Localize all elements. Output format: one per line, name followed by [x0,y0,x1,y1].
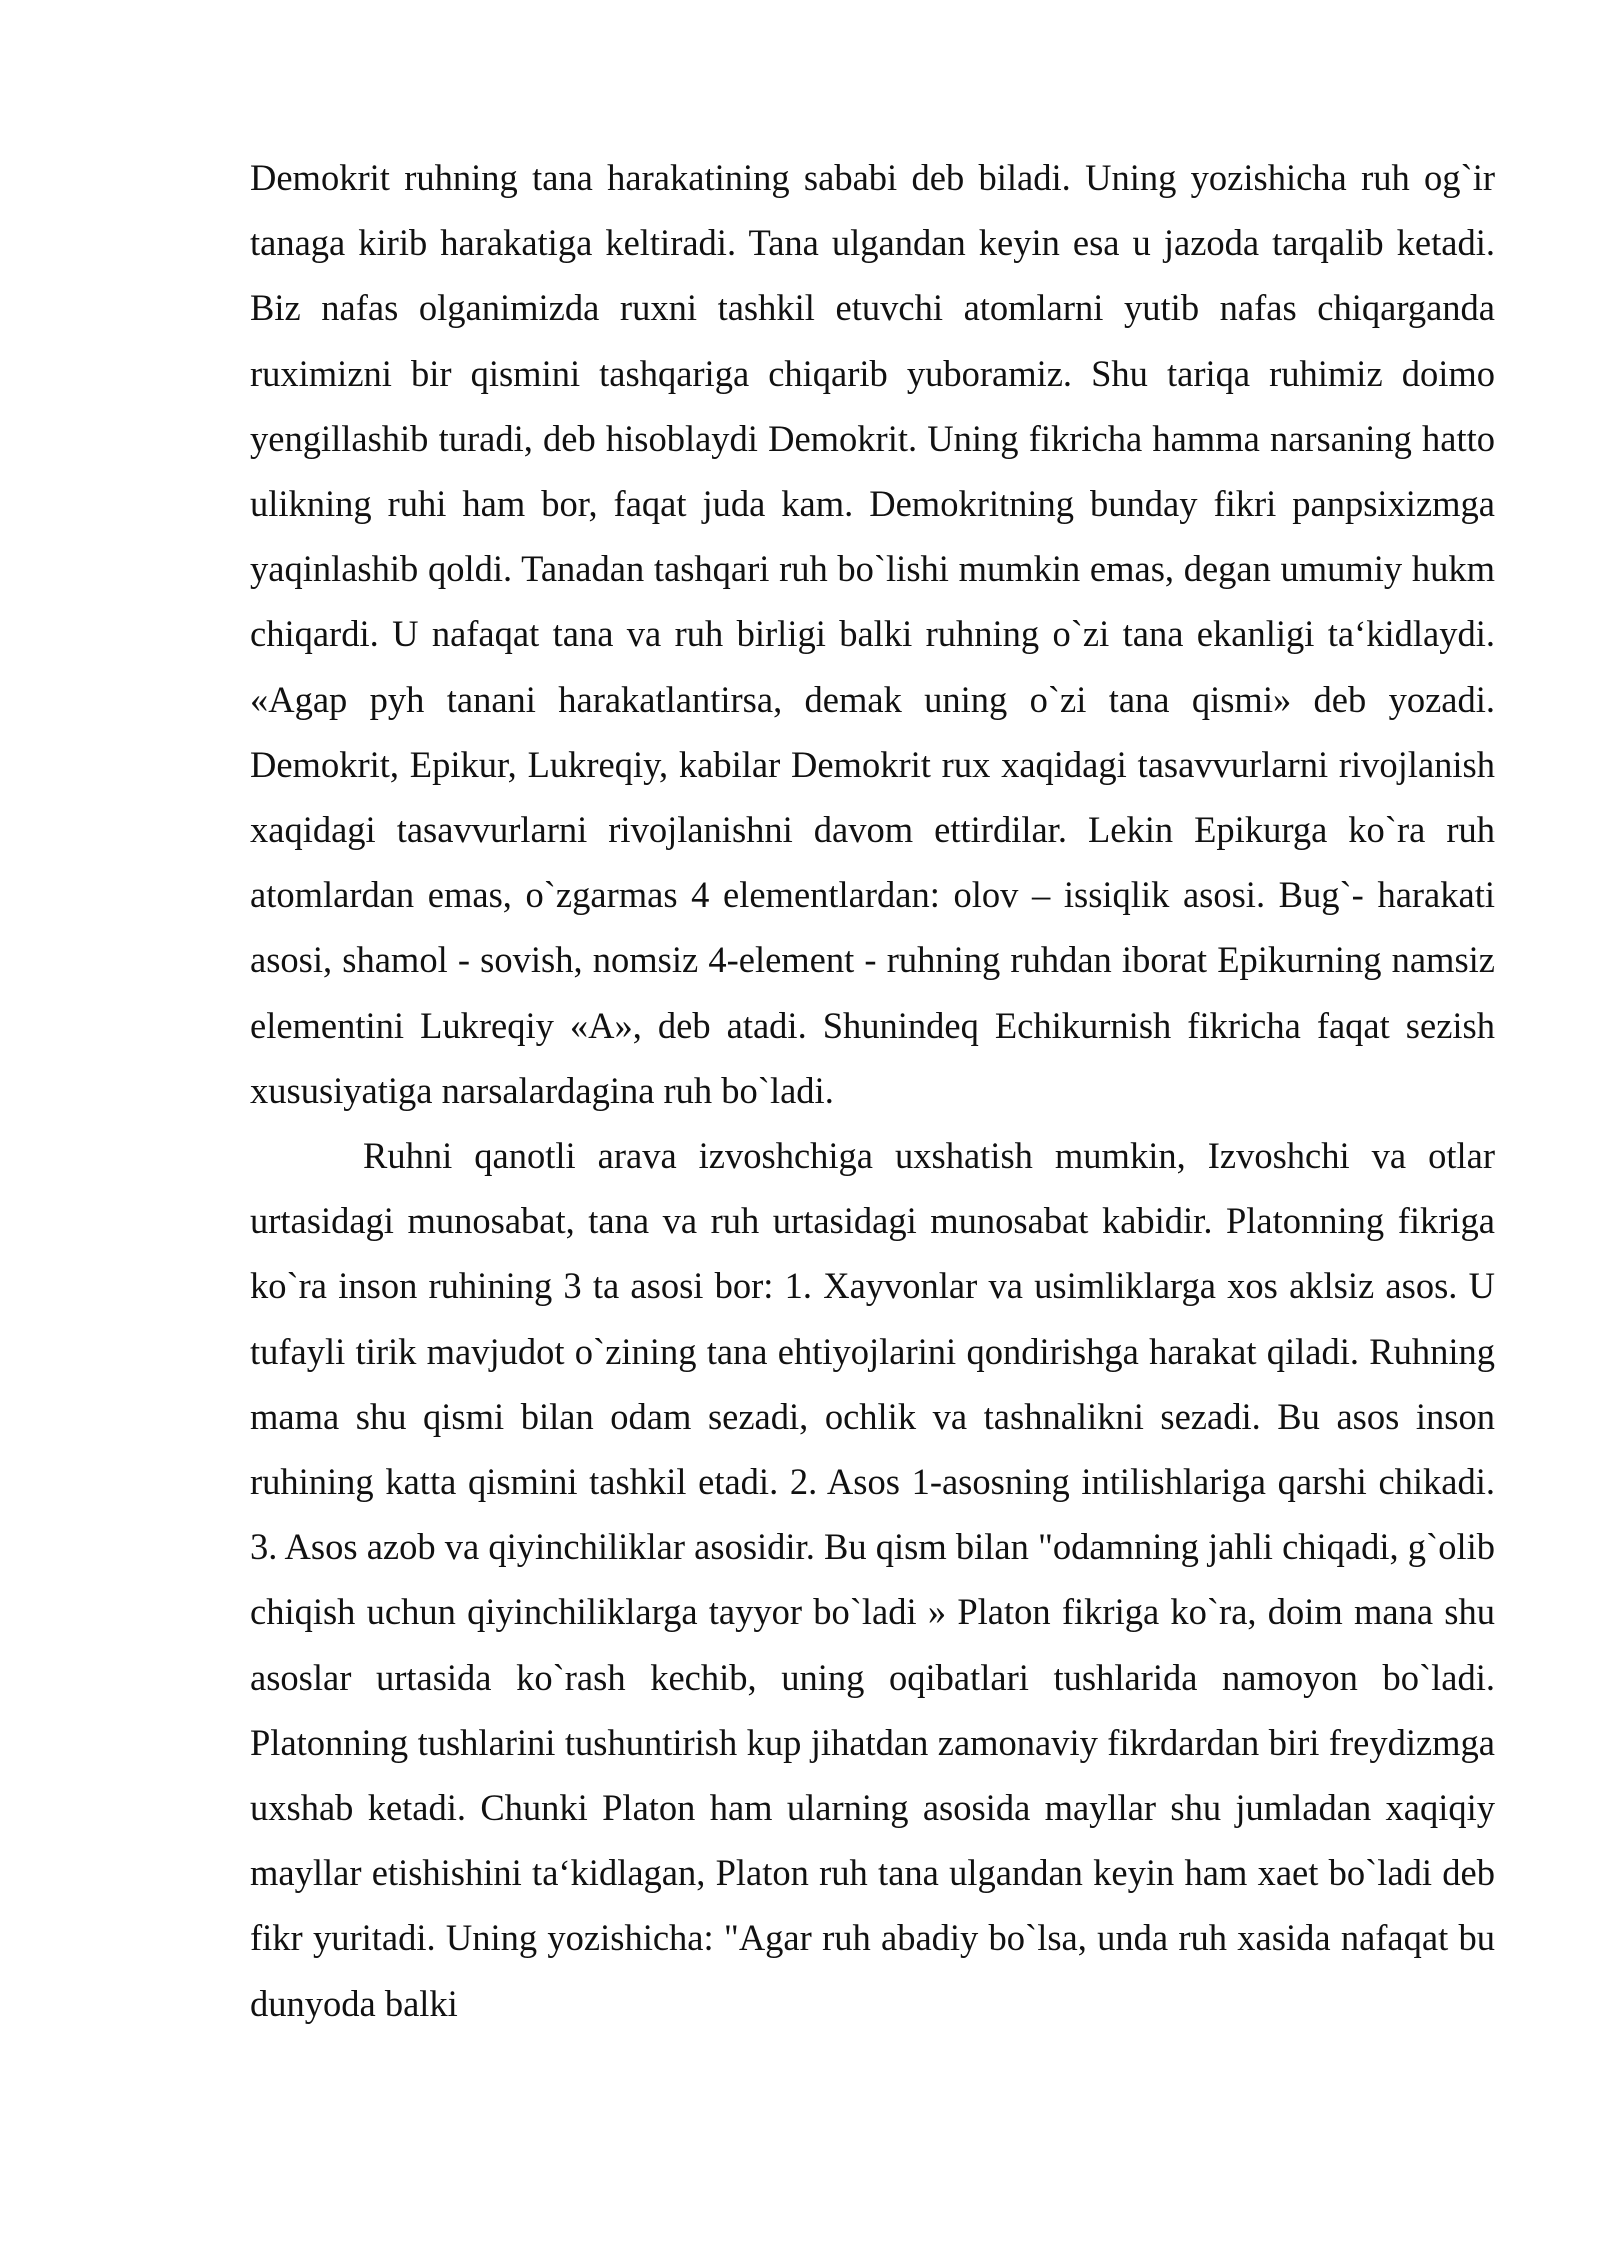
paragraph-democritus: Demokrit ruhning tana harakatining sababi deb biladi. Uning yozishicha ruh og`ir tanaga kirib harakatiga keltiradi. Tana ulgandan keyin esa u jazoda tarqalib ketadi. Biz nafas olganimizda ruxni tashkil etuvchi atomlarni yutib nafas chiqarganda ruximizni bir qismini tashqariga chiqarib yuboramiz. Shu tariqa ruhimiz doimo yengillashib turadi, deb hisoblaydi Demokrit. Uning fikricha hamma narsaning hatto ulikning ruhi ham bor, faqat juda kam. Demokritning bunday fikri panpsixizmga yaqinlashib qoldi. Tanadan tashqari ruh bo`lishi mumkin emas, degan umumiy hukm chiqardi. U nafaqat tana va ruh birligi balki ruhning o`zi tana ekanligi ta‘kidlaydi. «Agap pyh tanani harakatlantirsa, demak uning o`zi tana qismi» deb yozadi. Demokrit, Epikur, Lukreqiy, kabilar Demokrit rux xaqidagi tasavvurlarni rivojlanish xaqidagi tasavvurlarni rivojlanishni davom ettirdilar. Lekin Epikurga ko`ra ruh atomlardan emas, o`zgarmas 4 elementlardan: olov – issiqlik asosi. Bug`- harakati asosi, shamol - sovish, nomsiz 4-element - ruhning ruhdan iborat Epikurning namsiz elementini Lukreqiy «A», deb atadi. Shunindeq Echikurnish fikricha faqat sezish xususiyatiga narsalardagina ruh bo`ladi. [250,157,1495,1111]
paragraph-plato: Ruhni qanotli arava izvoshchiga uxshatish mumkin, Izvoshchi va otlar urtasidagi munosabat, tana va ruh urtasidagi munosabat kabidir. Platonning fikriga ko`ra inson ruhining 3 ta asosi bor: 1. Xayvonlar va usimliklarga xos aklsiz asos. U tufayli tirik mavjudot o`zining tana ehtiyojlarini qondirishga harakat qiladi. Ruhning mama shu qismi bilan odam sezadi, ochlik va tashnalikni sezadi. Bu asos inson ruhining katta qismini tashkil etadi. 2. Asos 1-asosning intilishlariga qarshi chikadi. 3. Asos azob va qiyinchiliklar asosidir. Bu qism bilan "odamning jahli chiqadi, g`olib chiqish uchun qiyinchiliklarga tayyor bo`ladi » Platon fikriga ko`ra, doim mana shu asoslar urtasida ko`rash kechib, uning oqibatlari tushlarida namoyon bo`ladi. Platonning tushlarini tushuntirish kup jihatdan zamonaviy fikrdardan biri freydizmga uxshab ketadi. Chunki Platon ham ularning asosida mayllar shu jumladan xaqiqiy mayllar etishishini ta‘kidlagan, Platon ruh tana ulgandan keyin ham xaet bo`ladi deb fikr yuritadi. Uning yozishicha: "Agar ruh abadiy bo`lsa, unda ruh xasida nafaqat bu dunyoda balki [250,1135,1495,2024]
document-body [250,145,1495,2036]
